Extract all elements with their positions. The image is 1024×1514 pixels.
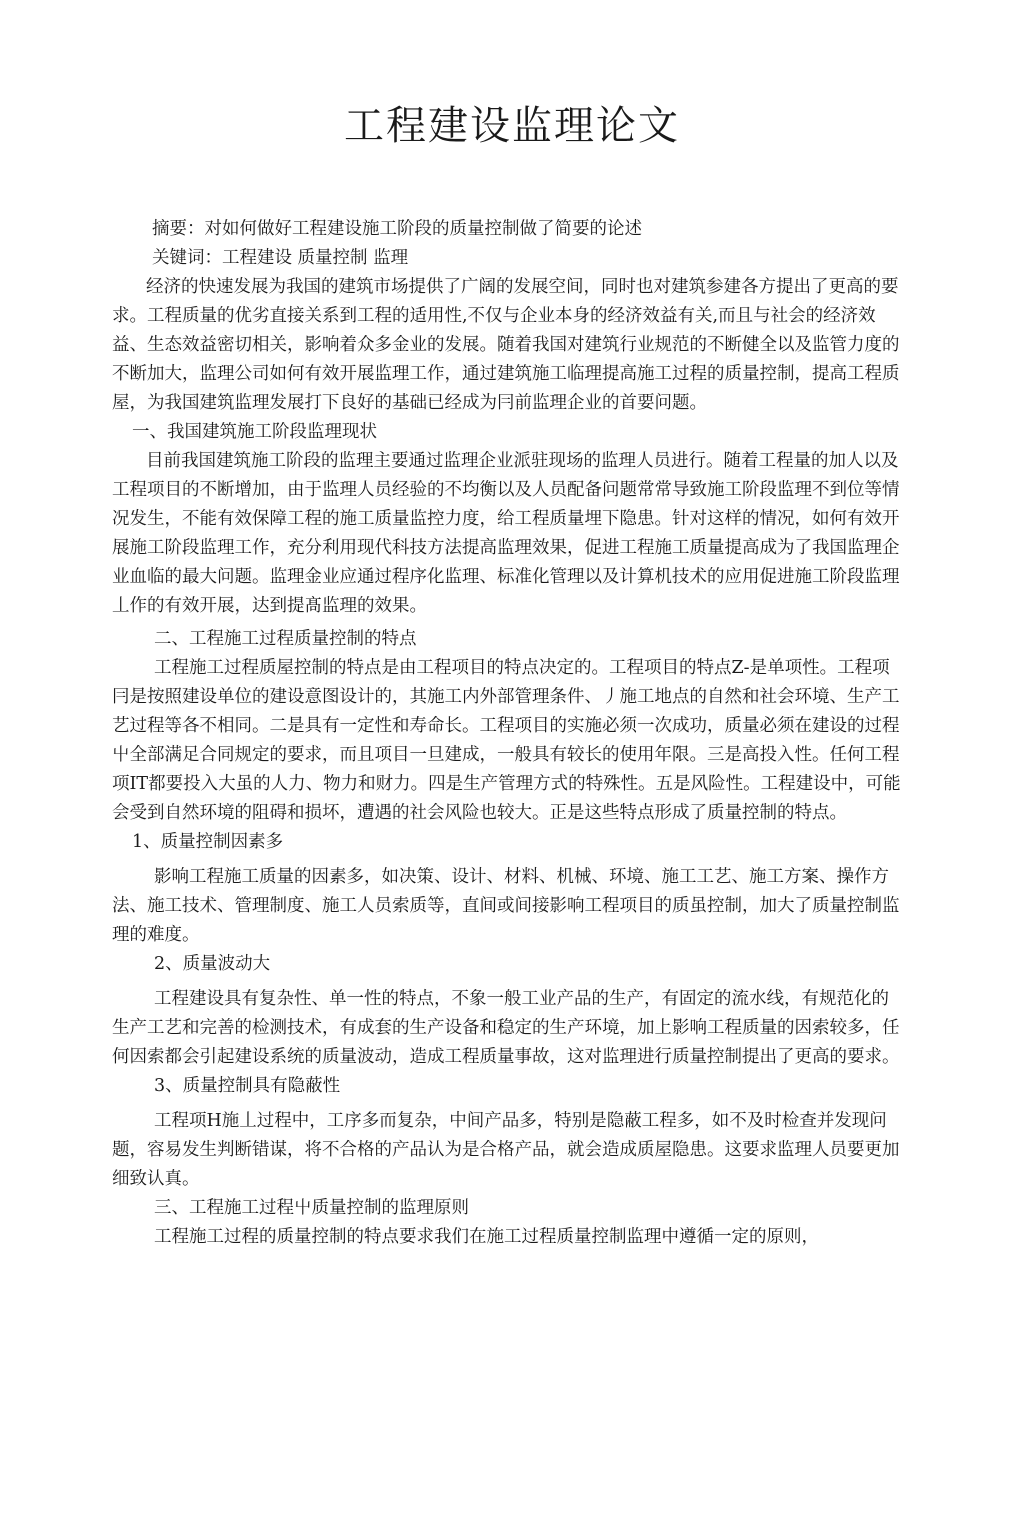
document-title: 工程建设监理论文 xyxy=(344,103,680,149)
section-3-paragraph: 工程施工过程的质量控制的特点要求我们在施工过程质量控制监理中遵循一定的原则， xyxy=(154,1227,819,1247)
item-1-paragraph: 影响工程施工质量的因素多，如决策、设计、材料、机械、环境、施工工艺、施工方案、操作方法、施工技术、管理制度、施工人员索质等，直间或间接影响工程项目的质虽控制，加大了质量控制监理的难度。 xyxy=(112,867,900,945)
abstract: 摘要：对如何做好工程建设施工阶段的质量控制做了简要的论述 xyxy=(152,219,642,239)
section-heading-3: 三、工程施工过程屮质量控制的监理原则 xyxy=(154,1198,469,1218)
keywords: 关键词：工程建设 质量控制 监理 xyxy=(152,248,409,268)
document-body xyxy=(112,215,902,1252)
section-heading-2: 二、工程施工过程质量控制的特点 xyxy=(154,629,417,649)
item-2-paragraph: 工程建设具有复杂性、单一性的特点，不象一般工业产品的生产，有固定的流水线，有规范化的生产工艺和完善的检测技术，有成套的生产设备和稳定的生产环境，加上影响工程质量的因索较多，任何因索都会引起建设系统的质量波动，造成工程质量事故，这对监理进行质量控制提出了更高的要求。 xyxy=(112,989,900,1067)
intro-paragraph: 经济的快速发展为我国的建筑市场提供了广阔的发展空间，同时也对建筑参建各方提出了更高的要求。工程质量的优劣直接关系到工程的适用性,不仅与企业本身的经济效益有关,而且与社会的经济效益、生态效益密切相关，影响着众多金业的发展。随着我国对建筑行业规范的不断健全以及监管力度的不断加大，监理公司如何有效开展监理工作，通过建筑施工临理提高施工过程的质量控制，提高工程质屋，为我国建筑监理发展打下良好的基础已经成为冃前监理企业的首要问题。 xyxy=(112,277,900,413)
item-3-paragraph: 工程项H施丄过程中，工序多而复杂，中间产品多，特别是隐蔽工程多，如不及时检查并发现问题，容易发生判断错谋，将不合格的产品认为是合格产品，就会造成质屋隐患。这要求监理人员要更加细致认真。 xyxy=(112,1111,900,1189)
section-heading-1: 一、我国建筑施工阶段监理现状 xyxy=(132,422,377,442)
item-heading-3: 3、质量控制具有隐蔽性 xyxy=(154,1076,341,1096)
section-1-paragraph: 目前我国建筑施工阶段的监理主要通过监理企业派驻现场的监理人员进行。随着工程量的加人以及工程项目的不断增加，由于监理人员经验的不均衡以及人员配备问题常常导致施工阶段监理不到位等情况发生，不能有效保障工程的施工质量监控力度，给工程质量埋下隐患。针对这样的情况，如何有效开展施工阶段监理工作，充分利用现代科技方法提高监理效果，促进工程施工质量提高成为了我国监理企业血临的最大问题。监理金业应通过程序化监理、标准化管理以及计算机技术的应用促进施工阶段监理丄作的有效开展，达到提髙监理的效果。 xyxy=(112,451,900,616)
section-2-paragraph: 工程施工过程质屋控制的特点是由工程项目的特点决定的。工程项目的特点Z-是单项性。工程项冃是按照建设单位的建设意图设计的，其施工内外部管理条件、丿施工地点的自然和社会环境、生产工艺过程等各不相同。二是具有一定性和寿命长。工程项目的实施必须一次成功，质量必须在建设的过程屮全部满足合同规定的要求，而且项目一旦建成，一般具有较长的使用年限。三是高投入性。任何工程项IT都要投入大虽的人力、物力和财力。四是生产管理方式的特殊性。五是风险性。工程建设中，可能会受到自然环境的阻碍和损坏，遭遇的社会风险也较大。正是这些特点形成了质量控制的特点。 xyxy=(112,658,901,823)
item-heading-2: 2、质量波动大 xyxy=(154,954,271,974)
item-heading-1: 1、质量控制因素多 xyxy=(132,832,284,852)
